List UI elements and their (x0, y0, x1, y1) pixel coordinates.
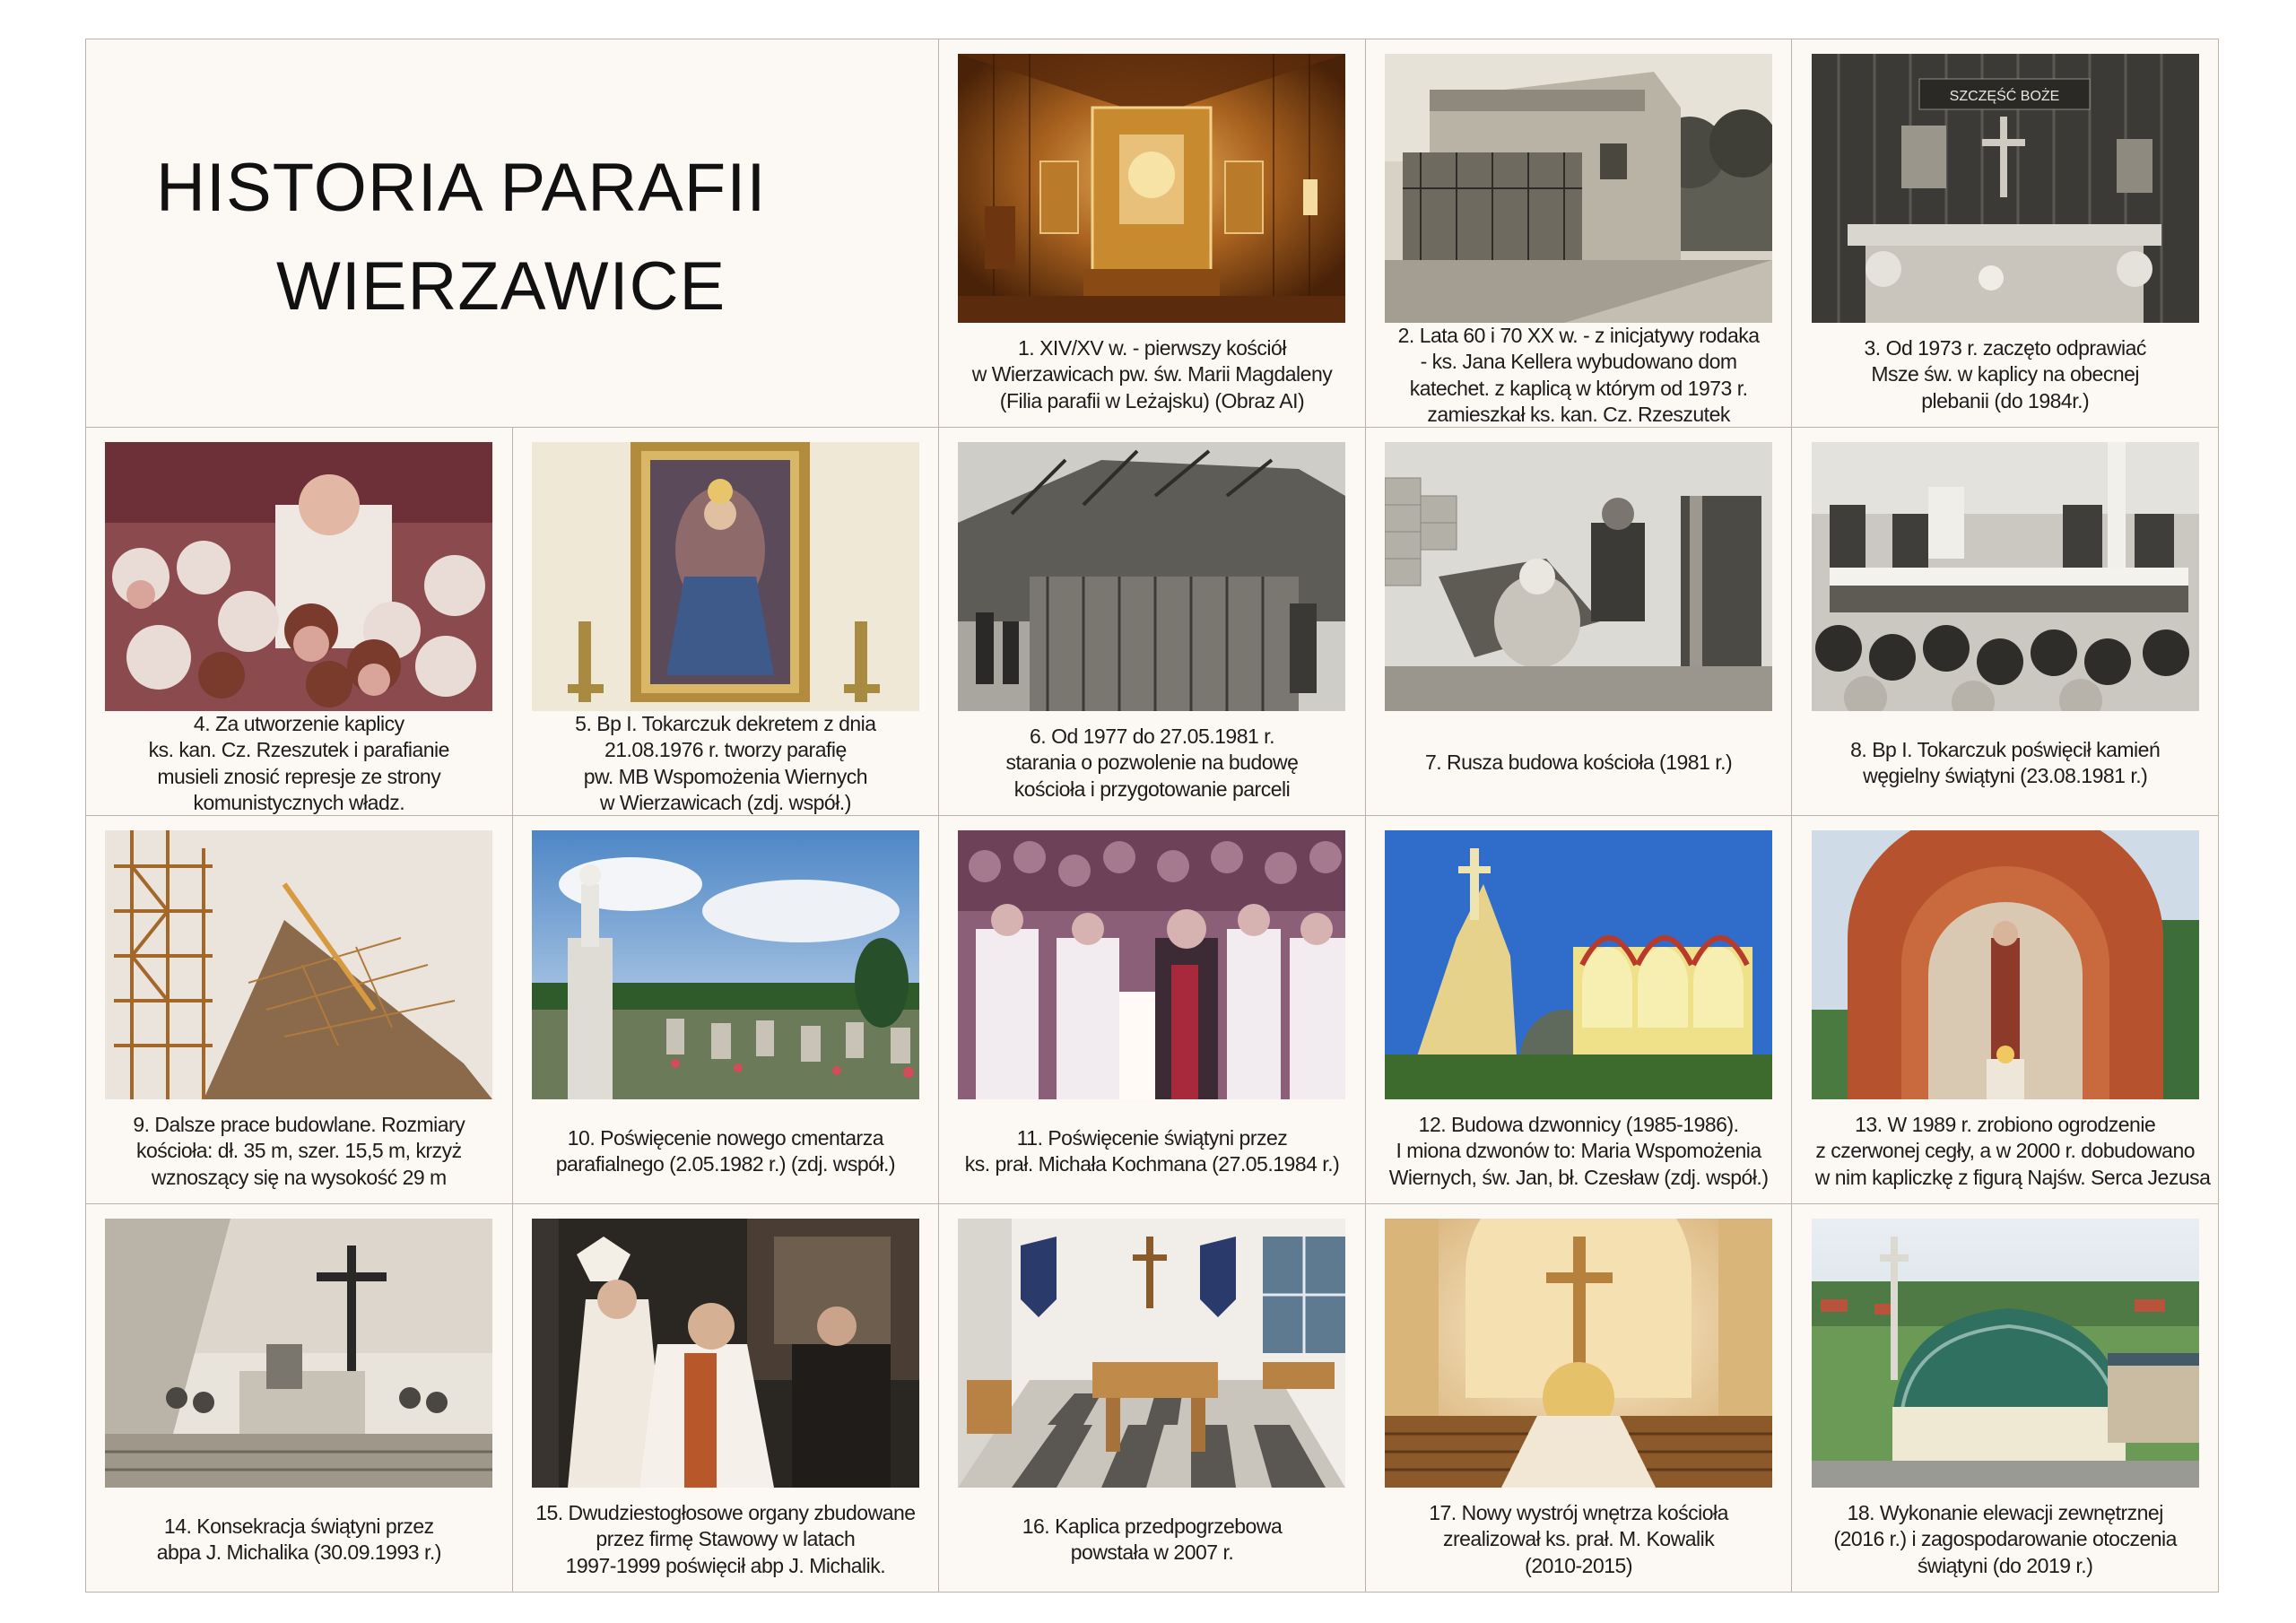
caption-line: zamieszkał ks. kan. Cz. Rzeszutek (1427, 403, 1730, 427)
photo-church-interior-consecration (105, 1219, 492, 1488)
history-item-18 (1792, 1204, 2219, 1593)
caption-line: 13. W 1989 r. zrobiono ogrodzenie (1855, 1112, 2156, 1136)
photo-church-consecration-crowd (958, 830, 1345, 1099)
photo-communion-children (105, 442, 492, 711)
photo-wooden-church-interior (958, 54, 1345, 323)
photo-chapel-altar (1812, 54, 2199, 323)
title-panel (86, 39, 939, 428)
caption-line: musieli znosić represje ze strony (157, 764, 441, 788)
caption-17 (1422, 1500, 1735, 1579)
caption-line: parafialnego (2.05.1982 r.) (zdj. współ.) (555, 1152, 896, 1176)
caption-7 (1418, 750, 1739, 776)
caption-line: 9. Dalsze prace budowlane. Rozmiary (133, 1112, 465, 1136)
caption-11 (958, 1125, 1347, 1178)
caption-line: 10. Poświęcenie nowego cmentarza (567, 1125, 883, 1150)
photo-church-aerial-view (1812, 1219, 2199, 1488)
caption-line: 18. Wykonanie elewacji zewnętrznej (1847, 1500, 2163, 1524)
caption-line: 21.08.1976 r. tworzy parafię (604, 738, 847, 762)
photo-parcel-preparation (958, 442, 1345, 711)
history-item-16 (939, 1204, 1366, 1593)
caption-line: zrealizował ks. prał. M. Kowalik (1442, 1527, 1715, 1551)
photo-funeral-chapel (958, 1219, 1345, 1488)
photo-cornerstone-blessing (1812, 442, 2199, 711)
caption-line: komunistycznych władz. (193, 791, 405, 815)
history-item-13 (1792, 816, 2219, 1204)
history-item-7 (1366, 428, 1793, 816)
caption-line: 5. Bp I. Tokarczuk dekretem z dnia (575, 712, 876, 735)
caption-1 (965, 335, 1340, 414)
page-title-line-2: WIERZAWICE (276, 248, 726, 325)
history-item-12 (1366, 816, 1793, 1204)
caption-15 (528, 1500, 922, 1579)
caption-line: 2. Lata 60 i 70 XX w. - z inicjatywy rodaka (1397, 324, 1760, 347)
history-item-10 (513, 816, 940, 1204)
history-item-11 (939, 816, 1366, 1204)
caption-line: Wiernych, św. Jan, bł. Czesław (zdj. współ.) (1388, 1165, 1769, 1189)
caption-line: 3. Od 1973 r. zaczęto odprawiać (1864, 335, 2146, 360)
caption-line: (2016 r.) i zagospodarowanie otoczenia (1833, 1527, 2177, 1551)
caption-line: (Filia parafii w Leżajsku) (Obraz AI) (999, 388, 1305, 412)
caption-line: 1. XIV/XV w. - pierwszy kościół (1018, 335, 1286, 360)
caption-13 (1808, 1112, 2211, 1191)
caption-line: Msze św. w kaplicy na obecnej (1871, 362, 2140, 386)
caption-line: wznoszący się na wysokość 29 m (151, 1165, 447, 1189)
caption-line: węgielny świątyni (23.08.1981 r.) (1863, 764, 2148, 787)
caption-line: starania o pozwolenie na budowę (1005, 751, 1299, 775)
photo-bell-tower (1385, 830, 1772, 1099)
photo-new-church-interior (1385, 1219, 1772, 1488)
caption-line: 14. Konsekracja świątyni przez (163, 1514, 434, 1538)
photo-brick-shrine (1812, 830, 2199, 1099)
caption-line: - ks. Jana Kellera wybudowano dom (1420, 350, 1737, 374)
caption-line: plebanii (do 1984r.) (1921, 388, 2090, 412)
caption-18 (1826, 1500, 2183, 1579)
caption-5 (568, 711, 883, 816)
caption-line: 6. Od 1977 do 27.05.1981 r. (1030, 724, 1274, 748)
history-item-6 (939, 428, 1366, 816)
history-item-14 (86, 1204, 513, 1593)
history-item-5 (513, 428, 940, 816)
caption-line: ks. prał. Michała Kochmana (27.05.1984 r.) (964, 1152, 1340, 1176)
caption-line: powstała w 2007 r. (1070, 1541, 1234, 1564)
history-item-1 (939, 39, 1366, 428)
caption-line: 17. Nowy wystrój wnętrza kościoła (1429, 1500, 1728, 1524)
history-item-2 (1366, 39, 1793, 428)
caption-line: pw. MB Wspomożenia Wiernych (583, 764, 868, 788)
caption-line: w nim kapliczkę z figurą Najśw. Serca Jezusa (1814, 1165, 2211, 1189)
page-title-line-1: HISTORIA PARAFII (156, 150, 767, 226)
caption-line: 1997-1999 poświęcił abp J. Michalik. (565, 1553, 886, 1577)
caption-line: 7. Rusza budowa kościoła (1981 r.) (1424, 751, 1733, 775)
caption-line: w Wierzawicach (zdj. współ.) (599, 791, 851, 815)
caption-line: świątyni (do 2019 r.) (1918, 1553, 2093, 1577)
photo-church-construction-start (1385, 442, 1772, 711)
caption-line: kościoła i przygotowanie parceli (1013, 777, 1291, 801)
history-item-15 (513, 1204, 940, 1593)
photo-organ-blessing (532, 1219, 919, 1488)
history-item-8 (1792, 428, 2219, 816)
caption-12 (1382, 1112, 1776, 1191)
caption-line: I miona dzwonów to: Maria Wspomożenia (1396, 1139, 1761, 1163)
history-board (85, 39, 2219, 1593)
history-item-3 (1792, 39, 2219, 428)
caption-line: w Wierzawicach pw. św. Marii Magdaleny (971, 362, 1333, 386)
caption-line: (2010-2015) (1525, 1553, 1632, 1577)
chapel-banner-text: SZCZĘŚĆ BOŻE (1949, 89, 2060, 104)
caption-10 (549, 1125, 902, 1178)
caption-line: katechet. z kaplicą w którym od 1973 r. (1409, 376, 1748, 400)
caption-line: 15. Dwudziestogłosowe organy zbudowane (535, 1500, 916, 1524)
caption-line: 4. Za utworzenie kaplicy (193, 712, 404, 735)
caption-line: kościoła: dł. 35 m, szer. 15,5 m, krzyż (135, 1139, 462, 1163)
photo-parish-cemetery (532, 830, 919, 1099)
photo-scaffolding-construction (105, 830, 492, 1099)
caption-4 (142, 711, 457, 816)
caption-6 (999, 724, 1306, 803)
caption-8 (1843, 737, 2167, 790)
caption-line: 12. Budowa dzwonnicy (1985-1986). (1418, 1112, 1739, 1136)
caption-16 (1015, 1514, 1290, 1567)
caption-line: 16. Kaplica przedpogrzebowa (1022, 1514, 1283, 1538)
photo-catechetical-house (1385, 54, 1772, 323)
caption-9 (126, 1112, 472, 1191)
history-item-17 (1366, 1204, 1793, 1593)
photo-madonna-painting (532, 442, 919, 711)
caption-line: przez firmę Stawowy w latach (596, 1527, 856, 1551)
caption-line: 8. Bp I. Tokarczuk poświęcił kamień (1850, 737, 2161, 761)
caption-14 (150, 1514, 448, 1567)
caption-line: ks. kan. Cz. Rzeszutek i parafianie (148, 738, 449, 762)
history-item-4 (86, 428, 513, 816)
caption-2 (1391, 323, 1767, 428)
caption-line: abpa J. Michalika (30.09.1993 r.) (156, 1541, 441, 1564)
caption-line: 11. Poświęcenie świątyni przez (1016, 1125, 1288, 1150)
caption-line: z czerwonej cegły, a w 2000 r. dobudowano (1815, 1139, 2196, 1163)
history-item-9 (86, 816, 513, 1204)
caption-3 (1857, 335, 2153, 414)
